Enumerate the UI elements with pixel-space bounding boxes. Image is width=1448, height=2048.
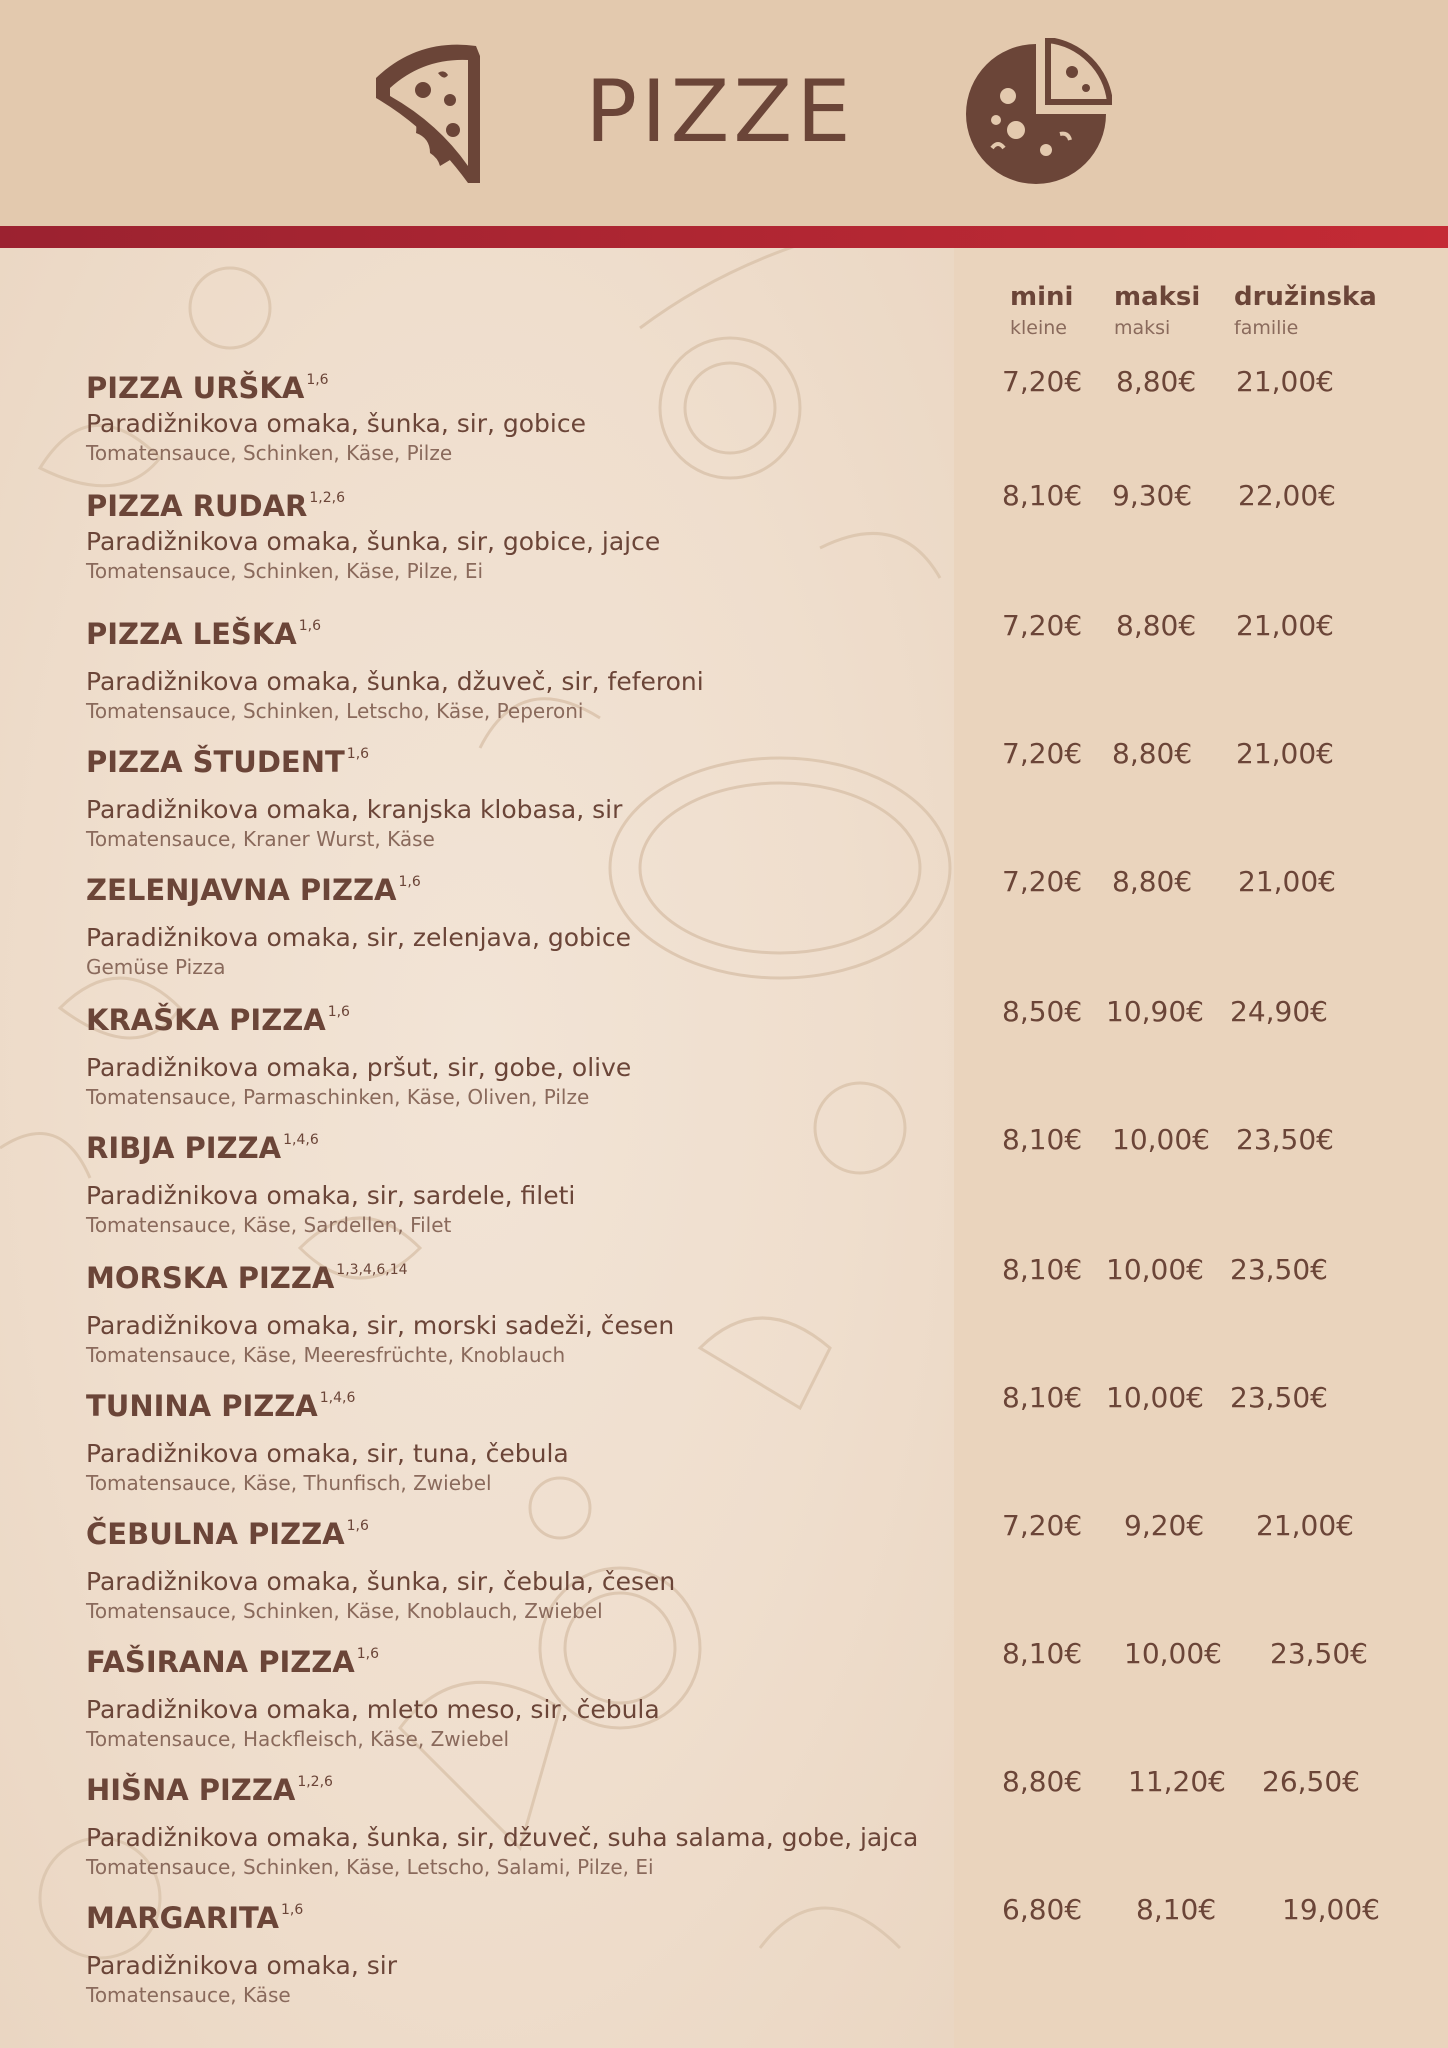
price-druzinska: 21,00€ [1236, 609, 1334, 642]
item-description: Paradižnikova omaka, kranjska klobasa, sir [86, 795, 623, 824]
price-mini: 8,50€ [1002, 995, 1083, 1028]
price-druzinska: 22,00€ [1238, 479, 1336, 512]
column-label: družinska [1234, 282, 1377, 312]
item-description: Paradižnikova omaka, sir, sardele, fileti [86, 1181, 576, 1210]
menu-item-fasirana [86, 1636, 966, 1752]
menu-item-student [86, 736, 966, 852]
menu-item-morska [86, 1252, 966, 1368]
price-mini: 7,20€ [1002, 737, 1083, 770]
item-translation: Gemüse Pizza [86, 955, 226, 979]
item-name: PIZZA LEŠKA $^{1,6}$ [86, 617, 321, 651]
price-maksi: 8,80€ [1112, 737, 1193, 770]
item-translation: Tomatensauce, Käse [86, 1983, 291, 2007]
allergen-codes: 1,4,6 [283, 1132, 319, 1148]
item-translation: Tomatensauce, Käse, Meeresfrüchte, Knoblauch [86, 1343, 566, 1367]
allergen-codes: 1,6 [280, 1902, 304, 1918]
item-name: FAŠIRANA PIZZA $^{1,6}$ [86, 1645, 379, 1679]
item-name: HIŠNA PIZZA $^{1,2,6}$ [86, 1773, 333, 1807]
allergen-codes: 1,4,6 [319, 1390, 356, 1406]
whole-pizza-icon [960, 38, 1112, 190]
allergen-codes: 1,6 [346, 746, 370, 762]
price-maksi: 8,80€ [1116, 365, 1197, 398]
price-mini: 8,10€ [1002, 1637, 1083, 1670]
price-maksi: 9,20€ [1124, 1509, 1205, 1542]
allergen-codes: 1,3,4,6,14 [336, 1262, 408, 1278]
price-druzinska: 21,00€ [1238, 865, 1336, 898]
allergen-codes: 1,2,6 [309, 490, 345, 506]
price-mini: 7,20€ [1002, 609, 1083, 642]
accent-bar [0, 226, 1448, 248]
item-description: Paradižnikova omaka, pršut, sir, gobe, olive [86, 1053, 632, 1082]
price-maksi: 10,00€ [1112, 1123, 1210, 1156]
item-name: PIZZA URŠKA $^{1,6}$ [86, 371, 329, 405]
price-mini: 8,10€ [1002, 1381, 1083, 1414]
item-name: MORSKA PIZZA $^{1,3,4,6,14}$ [86, 1261, 408, 1295]
price-maksi: 9,30€ [1112, 479, 1193, 512]
price-maksi: 10,00€ [1106, 1381, 1204, 1414]
price-maksi: 8,80€ [1112, 865, 1193, 898]
item-name: ZELENJAVNA PIZZA $^{1,6}$ [86, 873, 421, 907]
column-sublabel: maksi [1114, 317, 1171, 339]
column-label: mini [1010, 282, 1074, 312]
column-header-mini [1010, 280, 1073, 342]
item-translation: Tomatensauce, Käse, Thunfisch, Zwiebel [86, 1471, 492, 1495]
allergen-codes: 1,6 [356, 1646, 379, 1662]
menu-item-leska [86, 608, 966, 724]
item-description: Paradižnikova omaka, šunka, džuveč, sir, feferoni [86, 667, 704, 696]
menu-item-rudar [86, 480, 966, 584]
price-maksi: 8,10€ [1136, 1893, 1217, 1926]
allergen-codes: 1,6 [398, 874, 421, 890]
price-mini: 8,10€ [1002, 1123, 1083, 1156]
allergen-codes: 1,6 [346, 1518, 369, 1534]
price-maksi: 11,20€ [1128, 1765, 1226, 1798]
price-druzinska: 23,50€ [1270, 1637, 1368, 1670]
pizza-slice-icon [368, 38, 488, 188]
menu-item-cebulna [86, 1508, 966, 1624]
item-translation: Tomatensauce, Schinken, Käse, Knoblauch, Zwiebel [86, 1599, 603, 1623]
price-mini: 7,20€ [1002, 1509, 1083, 1542]
item-name: PIZZA ŠTUDENT $^{1,6}$ [86, 745, 370, 779]
price-mini: 8,80€ [1002, 1765, 1083, 1798]
allergen-codes: 1,6 [306, 372, 329, 388]
item-name: ČEBULNA PIZZA $^{1,6}$ [86, 1517, 369, 1551]
price-mini: 6,80€ [1002, 1893, 1083, 1926]
item-description: Paradižnikova omaka, šunka, sir, čebula, česen [86, 1567, 676, 1596]
item-translation: Tomatensauce, Hackfleisch, Käse, Zwiebel [86, 1727, 510, 1751]
item-translation: Tomatensauce, Parmaschinken, Käse, Oliven, Pilze [86, 1085, 590, 1109]
menu-item-hisna [86, 1764, 966, 1880]
item-translation: Tomatensauce, Schinken, Käse, Pilze [86, 441, 453, 465]
price-mini: 8,10€ [1002, 1253, 1083, 1286]
item-description: Paradižnikova omaka, šunka, sir, gobice, jajce [86, 527, 661, 556]
column-sublabel: kleine [1010, 317, 1067, 339]
header-band [0, 0, 1448, 226]
column-label: maksi [1114, 282, 1201, 312]
item-name: KRAŠKA PIZZA $^{1,6}$ [86, 1003, 350, 1037]
price-druzinska: 21,00€ [1236, 737, 1334, 770]
price-druzinska: 21,00€ [1236, 365, 1334, 398]
item-description: Paradižnikova omaka, sir, morski sadeži, česen [86, 1311, 675, 1340]
menu-item-ribja [86, 1122, 966, 1238]
allergen-codes: 1,2,6 [297, 1774, 333, 1790]
item-translation: Tomatensauce, Käse, Sardellen, Filet [86, 1213, 452, 1237]
price-mini: 7,20€ [1002, 365, 1083, 398]
item-description: Paradižnikova omaka, šunka, sir, džuveč, suha salama, gobe, jajca [86, 1823, 919, 1852]
item-translation: Tomatensauce, Schinken, Letscho, Käse, Peperoni [86, 699, 584, 723]
price-maksi: 10,00€ [1106, 1253, 1204, 1286]
item-name: MARGARITA $^{1,6}$ [86, 1901, 304, 1935]
item-translation: Tomatensauce, Schinken, Käse, Letscho, Salami, Pilze, Ei [86, 1855, 654, 1879]
item-name: PIZZA RUDAR $^{1,2,6}$ [86, 489, 345, 523]
price-druzinska: 21,00€ [1256, 1509, 1354, 1542]
menu-item-tunina [86, 1380, 966, 1496]
item-description: Paradižnikova omaka, mleto meso, sir, čebula [86, 1695, 660, 1724]
item-description: Paradižnikova omaka, sir, zelenjava, gobice [86, 923, 631, 952]
menu-item-margarita [86, 1892, 966, 2008]
price-druzinska: 23,50€ [1230, 1381, 1328, 1414]
price-maksi: 10,00€ [1124, 1637, 1222, 1670]
item-description: Paradižnikova omaka, šunka, sir, gobice [86, 409, 586, 438]
price-maksi: 10,90€ [1106, 995, 1204, 1028]
menu-item-zelenjavna [86, 864, 966, 980]
price-druzinska: 23,50€ [1236, 1123, 1334, 1156]
item-name: TUNINA PIZZA $^{1,4,6}$ [86, 1389, 356, 1423]
page-title: PIZZE [585, 62, 855, 162]
price-druzinska: 23,50€ [1230, 1253, 1328, 1286]
price-maksi: 8,80€ [1116, 609, 1197, 642]
allergen-codes: 1,6 [298, 618, 321, 634]
item-translation: Tomatensauce, Schinken, Käse, Pilze, Ei [86, 559, 484, 583]
item-translation: Tomatensauce, Kraner Wurst, Käse [86, 827, 435, 851]
column-header-druzinska [1234, 280, 1377, 342]
menu-item-urska [86, 362, 966, 466]
column-header-maksi [1114, 280, 1200, 342]
price-mini: 7,20€ [1002, 865, 1083, 898]
price-druzinska: 26,50€ [1262, 1765, 1360, 1798]
price-druzinska: 19,00€ [1282, 1893, 1380, 1926]
menu-item-kraska [86, 994, 966, 1110]
allergen-codes: 1,6 [327, 1004, 350, 1020]
column-sublabel: familie [1234, 317, 1299, 339]
item-name: RIBJA PIZZA $^{1,4,6}$ [86, 1131, 319, 1165]
item-description: Paradižnikova omaka, sir, tuna, čebula [86, 1439, 569, 1468]
item-description: Paradižnikova omaka, sir [86, 1951, 398, 1980]
price-mini: 8,10€ [1002, 479, 1083, 512]
price-druzinska: 24,90€ [1230, 995, 1328, 1028]
